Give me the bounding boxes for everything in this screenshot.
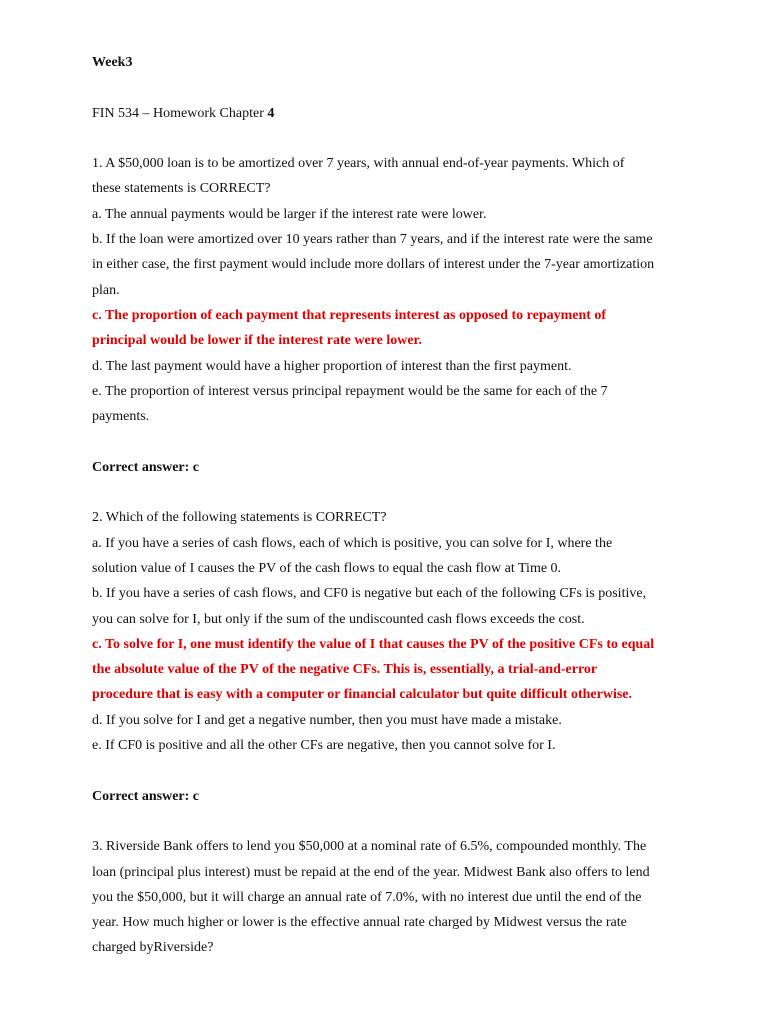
q2-option-c-correct-line: procedure that is easy with a computer or financial calculator but quite difficult otherwise.	[92, 687, 633, 703]
q1-option-d: d. The last payment would have a higher proportion of interest than the first payment.	[92, 358, 572, 374]
course-title	[92, 101, 722, 126]
q1-option-b-line: plan.	[92, 282, 120, 298]
q3-question-line: loan (principal plus interest) must be repaid at the end of the year. Midwest Bank also offers to lend	[92, 864, 650, 880]
document-body	[92, 50, 722, 961]
q2-option-d: d. If you solve for I and get a negative number, then you must have made a mistake.	[92, 712, 562, 728]
q2-option-b-line: you can solve for I, but only if the sum of the undiscounted cash flows exceeds the cost.	[92, 611, 585, 627]
week-heading: Week3	[92, 55, 133, 70]
q1-option-a: a. The annual payments would be larger if the interest rate were lower.	[92, 206, 487, 222]
q1-question-line: these statements is CORRECT?	[92, 181, 271, 197]
question-2	[92, 505, 722, 809]
q1-correct-answer: Correct answer: c	[92, 459, 200, 475]
q2-option-c-correct-line: c. To solve for I, one must identify the value of I that causes the PV of the positive CFs to equal	[92, 636, 655, 652]
course-title-text: FIN 534 – Homework Chapter	[92, 105, 268, 121]
q2-option-a-line: solution value of I causes the PV of the cash flows to equal the cash flow at Time 0.	[92, 560, 562, 576]
q3-question-line: 3. Riverside Bank offers to lend you $50,000 at a nominal rate of 6.5%, compounded monthly. The	[92, 839, 647, 855]
q2-option-a-line: a. If you have a series of cash flows, each of which is positive, you can solve for I, where the	[92, 535, 613, 551]
q1-option-c-correct-line: principal would be lower if the interest rate were lower.	[92, 333, 422, 349]
q3-question-line: you the $50,000, but it will charge an annual rate of 7.0%, with no interest due until the end of the	[92, 889, 642, 905]
q2-question: 2. Which of the following statements is CORRECT?	[92, 510, 387, 526]
q1-option-c-correct-line: c. The proportion of each payment that represents interest as opposed to repayment of	[92, 307, 607, 323]
q3-question-line: year. How much higher or lower is the effective annual rate charged by Midwest versus the rate	[92, 915, 627, 931]
chapter-number: 4	[267, 105, 275, 121]
q1-option-b-line: in either case, the first payment would include more dollars of interest under the 7-year amortization	[92, 257, 655, 273]
q2-option-b-line: b. If you have a series of cash flows, and CF0 is negative but each of the following CFs is positive,	[92, 586, 647, 602]
q1-option-e-line: e. The proportion of interest versus principal repayment would be the same for each of the 7	[92, 383, 608, 399]
q3-question-line: charged byRiverside?	[92, 940, 214, 956]
q2-correct-answer: Correct answer: c	[92, 788, 200, 804]
q2-option-c-correct-line: the absolute value of the PV of the negative CFs. This is, essentially, a trial-and-error	[92, 662, 598, 678]
q1-question-line: 1. A $50,000 loan is to be amortized over 7 years, with annual end-of-year payments. Which of	[92, 156, 625, 172]
q1-option-e-line: payments.	[92, 409, 150, 425]
question-1	[92, 151, 722, 480]
q1-option-b-line: b. If the loan were amortized over 10 years rather than 7 years, and if the interest rate were the same	[92, 232, 653, 248]
q2-option-e: e. If CF0 is positive and all the other CFs are negative, then you cannot solve for I.	[92, 738, 556, 754]
question-3	[92, 834, 722, 960]
